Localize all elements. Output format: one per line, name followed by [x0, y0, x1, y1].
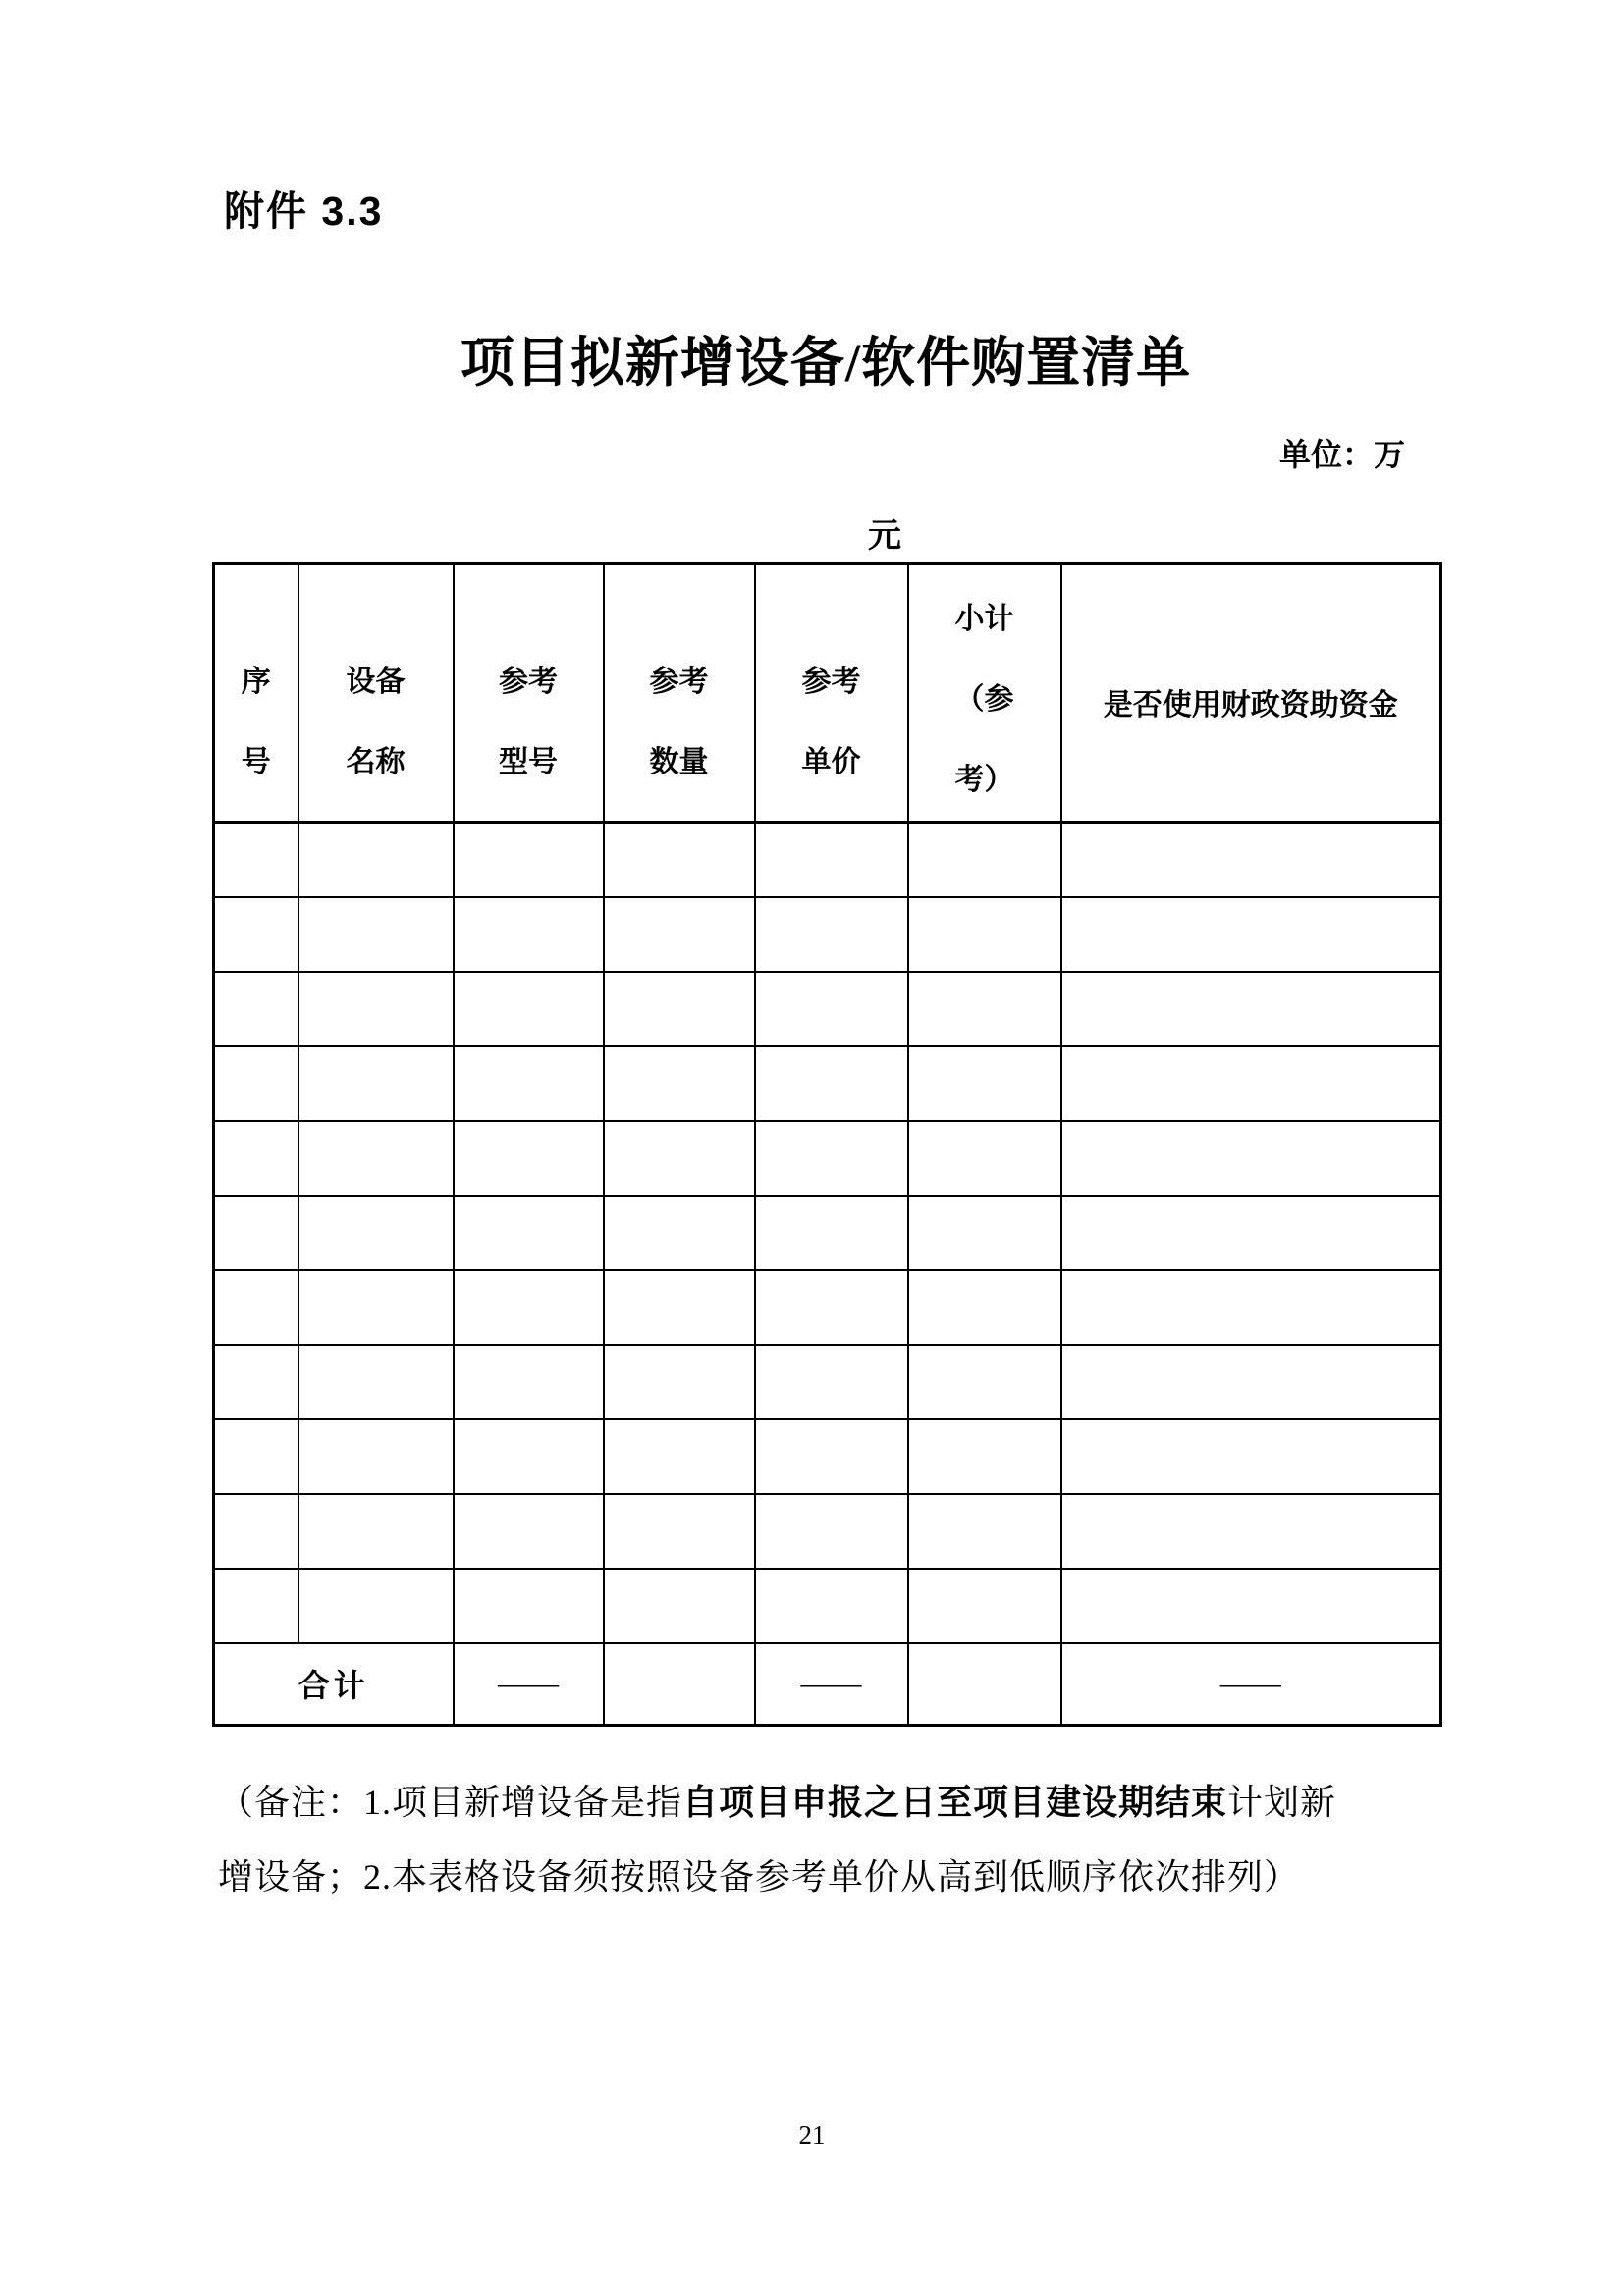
empty-cell — [908, 1569, 1061, 1643]
table-row — [214, 1121, 1441, 1196]
empty-cell — [454, 1569, 604, 1643]
note-line1-bold: 自项目申报之日至项目建设期结束 — [682, 1783, 1228, 1822]
empty-cell — [1061, 897, 1441, 972]
note-line1-suffix: 计划新 — [1227, 1783, 1337, 1822]
empty-cell — [214, 1046, 298, 1121]
empty-cell — [298, 1569, 454, 1643]
empty-cell — [214, 972, 298, 1046]
empty-cell — [454, 1270, 604, 1345]
empty-cell — [755, 823, 908, 897]
equipment-purchase-table — [212, 562, 1442, 1727]
table-header-row — [214, 564, 1441, 823]
attachment-label: 附件 3.3 — [224, 188, 384, 234]
empty-cell — [755, 1121, 908, 1196]
empty-cell — [755, 1046, 908, 1121]
empty-cell — [755, 1569, 908, 1643]
table-empty-rows — [214, 823, 1441, 1643]
table-row — [214, 1569, 1441, 1643]
note-line-2: 增设备；2.本表格设备须按照设备参考单价从高到低顺序依次排列） — [218, 1857, 1301, 1896]
empty-cell — [214, 1419, 298, 1494]
empty-cell — [1061, 823, 1441, 897]
empty-cell — [908, 1121, 1061, 1196]
table-row — [214, 1046, 1441, 1121]
table-row — [214, 897, 1441, 972]
empty-cell — [755, 1196, 908, 1270]
empty-cell — [1061, 1419, 1441, 1494]
unit-label: 单位：万 — [1279, 437, 1406, 472]
empty-cell — [298, 823, 454, 897]
empty-cell — [1061, 1494, 1441, 1569]
empty-cell — [604, 972, 755, 1046]
empty-cell — [1061, 1345, 1441, 1419]
unit-label-wrapped-char: 元 — [868, 518, 901, 555]
empty-cell — [298, 1494, 454, 1569]
empty-cell — [298, 972, 454, 1046]
empty-cell — [1061, 1046, 1441, 1121]
empty-cell — [604, 897, 755, 972]
empty-cell — [298, 897, 454, 972]
empty-cell — [1061, 1270, 1441, 1345]
page-number: 21 — [798, 2120, 826, 2150]
empty-cell — [604, 1046, 755, 1121]
empty-cell — [454, 1196, 604, 1270]
empty-cell — [604, 1121, 755, 1196]
empty-cell — [604, 823, 755, 897]
empty-cell — [1061, 1121, 1441, 1196]
empty-cell — [214, 1494, 298, 1569]
empty-cell — [298, 1345, 454, 1419]
empty-cell — [214, 1196, 298, 1270]
total-cell-ref-qty — [604, 1643, 755, 1726]
empty-cell — [755, 1345, 908, 1419]
empty-cell — [214, 1345, 298, 1419]
empty-cell — [298, 1419, 454, 1494]
empty-cell — [604, 1270, 755, 1345]
empty-cell — [604, 1569, 755, 1643]
table-row — [214, 1196, 1441, 1270]
table-row — [214, 823, 1441, 897]
empty-cell — [1061, 1196, 1441, 1270]
empty-cell — [214, 823, 298, 897]
empty-cell — [454, 897, 604, 972]
total-cell-subtotal — [908, 1643, 1061, 1726]
empty-cell — [454, 1046, 604, 1121]
empty-cell — [604, 1196, 755, 1270]
table-row — [214, 1419, 1441, 1494]
empty-cell — [908, 1046, 1061, 1121]
total-cell-fiscal-funding: —— — [1061, 1643, 1441, 1726]
empty-cell — [298, 1270, 454, 1345]
page-title: 项目拟新增设备/软件购置清单 — [460, 333, 1192, 393]
empty-cell — [1061, 972, 1441, 1046]
empty-cell — [298, 1046, 454, 1121]
empty-cell — [604, 1419, 755, 1494]
table-row — [214, 1270, 1441, 1345]
empty-cell — [454, 1494, 604, 1569]
empty-cell — [755, 1419, 908, 1494]
empty-cell — [755, 1494, 908, 1569]
col-header-ref-unit-price: 参考 单价 — [755, 564, 908, 823]
empty-cell — [1061, 1569, 1441, 1643]
empty-cell — [604, 1345, 755, 1419]
empty-cell — [908, 1494, 1061, 1569]
empty-cell — [908, 1419, 1061, 1494]
empty-cell — [214, 1121, 298, 1196]
table-row — [214, 1345, 1441, 1419]
empty-cell — [908, 1345, 1061, 1419]
empty-cell — [908, 1196, 1061, 1270]
empty-cell — [755, 897, 908, 972]
table-row — [214, 1494, 1441, 1569]
empty-cell — [298, 1196, 454, 1270]
total-label-cell: 合计 — [214, 1643, 454, 1726]
empty-cell — [908, 823, 1061, 897]
total-cell-ref-unit-price: —— — [755, 1643, 908, 1726]
col-header-index: 序 号 — [214, 564, 298, 823]
note-line1-prefix: （备注：1.项目新增设备是指 — [218, 1783, 683, 1822]
empty-cell — [454, 1345, 604, 1419]
total-cell-ref-model: —— — [454, 1643, 604, 1726]
empty-cell — [454, 1121, 604, 1196]
empty-cell — [908, 972, 1061, 1046]
empty-cell — [214, 1270, 298, 1345]
col-header-ref-qty: 参考 数量 — [604, 564, 755, 823]
empty-cell — [454, 1419, 604, 1494]
table-row — [214, 972, 1441, 1046]
empty-cell — [755, 1270, 908, 1345]
empty-cell — [908, 897, 1061, 972]
col-header-ref-model: 参考 型号 — [454, 564, 604, 823]
empty-cell — [298, 1121, 454, 1196]
empty-cell — [454, 823, 604, 897]
empty-cell — [454, 972, 604, 1046]
col-header-subtotal: 小计 （参 考） — [908, 564, 1061, 823]
empty-cell — [604, 1494, 755, 1569]
empty-cell — [214, 897, 298, 972]
total-row — [214, 1643, 1441, 1726]
empty-cell — [755, 972, 908, 1046]
empty-cell — [214, 1569, 298, 1643]
col-header-device-name: 设备 名称 — [298, 564, 454, 823]
col-header-fiscal-funding: 是否使用财政资助资金 — [1061, 564, 1441, 823]
empty-cell — [908, 1270, 1061, 1345]
note-paragraph — [218, 1765, 1451, 1914]
note-line-1 — [218, 1765, 1451, 1840]
